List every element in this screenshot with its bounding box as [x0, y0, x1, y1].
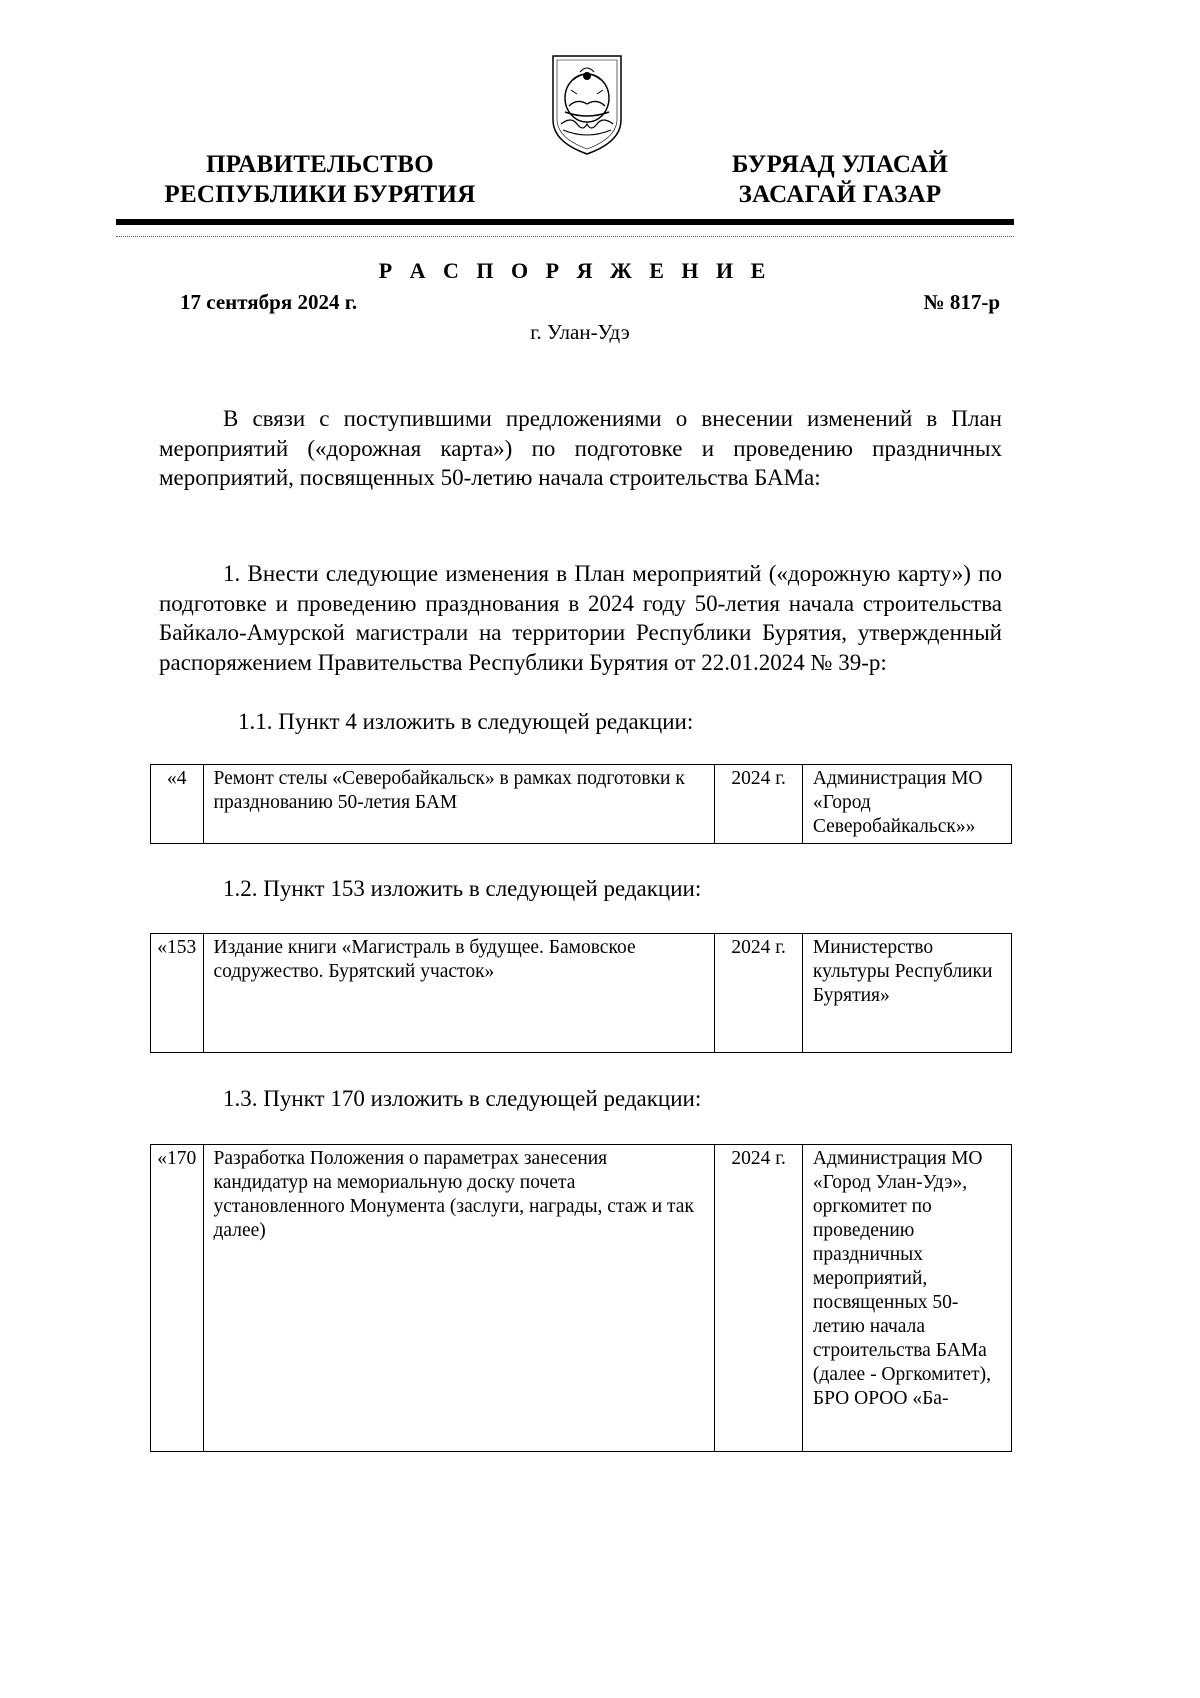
org-name-line-1: ПРАВИТЕЛЬСТВО [206, 151, 434, 178]
org-name-line-2: РЕСПУБЛИКИ БУРЯТИЯ [164, 181, 476, 208]
deadline-cell: 2024 г. [715, 1145, 803, 1452]
table-row [151, 1145, 1012, 1452]
measure-text-cell: Издание книги «Магистраль в будущее. Бамовское содружество. Бурятский участок» [203, 934, 715, 1053]
document-date: 17 сентября 2024 г. [180, 290, 358, 314]
subitem-1-2-title: 1.2. Пункт 153 изложить в следующей редакции: [223, 876, 702, 901]
table-row [151, 934, 1012, 1053]
header-divider-thin [116, 236, 1014, 237]
table-row [151, 765, 1012, 844]
responsible-cell: Министерство культуры Республики Бурятия» [802, 934, 1011, 1053]
document-type-title: Р А С П О Р Я Ж Е Н И Е [378, 258, 772, 283]
org-name-line-1: БУРЯАД УЛАСАЙ [731, 151, 949, 178]
org-name-line-2: ЗАСАГАЙ ГАЗАР [738, 181, 942, 208]
subitem-1-1-title: 1.1. Пункт 4 изложить в следующей редакции: [238, 709, 694, 734]
org-name-buryat [690, 150, 990, 210]
coat-of-arms-icon [547, 50, 627, 158]
point-number-cell: «170 [151, 1145, 204, 1452]
responsible-cell: Администрация МО «Город Северобайкальск»» [802, 765, 1011, 844]
measure-text-cell: Разработка Положения о параметрах занесения кандидатур на мемориальную доску почета установленного Монумента (заслуги, награды, стаж и так далее) [203, 1145, 715, 1452]
amendment-table-point-153 [150, 933, 1012, 1053]
amendment-table-point-170 [150, 1144, 1012, 1452]
org-name-russian [150, 150, 490, 210]
document-city: г. Улан-Удэ [530, 320, 630, 344]
point-number-cell: «4 [151, 765, 204, 844]
subitem-1-3-title: 1.3. Пункт 170 изложить в следующей редакции: [223, 1086, 702, 1111]
deadline-cell: 2024 г. [715, 765, 803, 844]
item-1-text: 1. Внести следующие изменения в План мероприятий («дорожную карту») по подготовке и проведению празднования в 2024 году 50-летия начала строительства Байкало-Амурской магистрали на территории Республики Бурятия, утвержденный распоряжением Правительства Республики Бурятия от 22.01.2024 № 39-р: [159, 561, 1002, 675]
responsible-cell: Администрация МО «Город Улан-Удэ», оргкомитет по проведению праздничных мероприятий, посвященных 50-летию начала строительства БАМа (далее - Оргкомитет), БРО ОРОО «Ба- [802, 1145, 1011, 1452]
amendment-table-point-4 [150, 764, 1012, 844]
item-1-paragraph [159, 559, 1002, 677]
measure-text-cell: Ремонт стелы «Северобайкальск» в рамках подготовки к празднованию 50-летия БАМ [203, 765, 715, 844]
point-number-cell: «153 [151, 934, 204, 1053]
document-number: № 817-р [923, 290, 1000, 314]
intro-text: В связи с поступившими предложениями о внесении изменений в План мероприятий («дорожная карта») по подготовке и проведению праздничных мероприятий, посвященных 50-летию начала строительства БАМа: [159, 406, 1002, 490]
deadline-cell: 2024 г. [715, 934, 803, 1053]
intro-paragraph [159, 404, 1002, 493]
header-divider [116, 219, 1014, 225]
